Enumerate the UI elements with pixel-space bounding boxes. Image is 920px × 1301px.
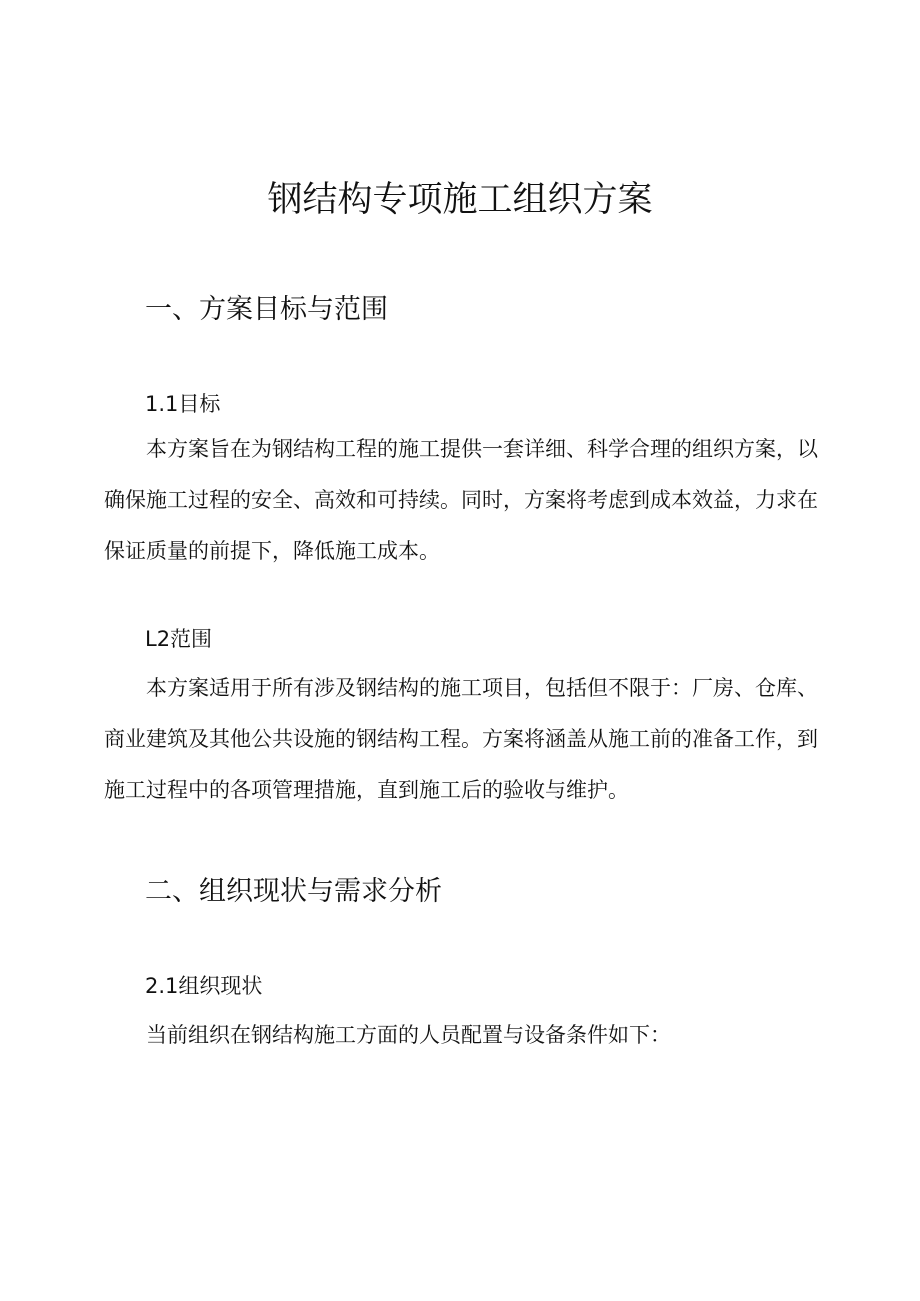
paragraph-1-2: 本方案适用于所有涉及钢结构的施工项目，包括但不限于：厂房、仓库、商业建筑及其他公共设施的钢结构工程。方案将涵盖从施工前的准备工作，到施工过程中的各项管理措施，直到施工后的验收与维护。 xyxy=(104,676,818,802)
paragraph-2-1: 当前组织在钢结构施工方面的人员配置与设备条件如下： xyxy=(146,1023,671,1047)
section-heading-2: 二、组织现状与需求分析 xyxy=(145,876,442,907)
document-title: 钢结构专项施工组织方案 xyxy=(267,180,653,220)
subsection-heading-2-1: 2.1组织现状 xyxy=(145,974,263,998)
subsection-heading-1-2: L2范围 xyxy=(145,627,213,651)
section-heading-1: 一、方案目标与范围 xyxy=(145,294,388,325)
paragraph-1-1: 本方案旨在为钢结构工程的施工提供一套详细、科学合理的组织方案，以确保施工过程的安全、高效和可持续。同时，方案将考虑到成本效益，力求在保证质量的前提下，降低施工成本。 xyxy=(104,437,818,563)
subsection-heading-1-1: 1.1目标 xyxy=(145,392,221,416)
